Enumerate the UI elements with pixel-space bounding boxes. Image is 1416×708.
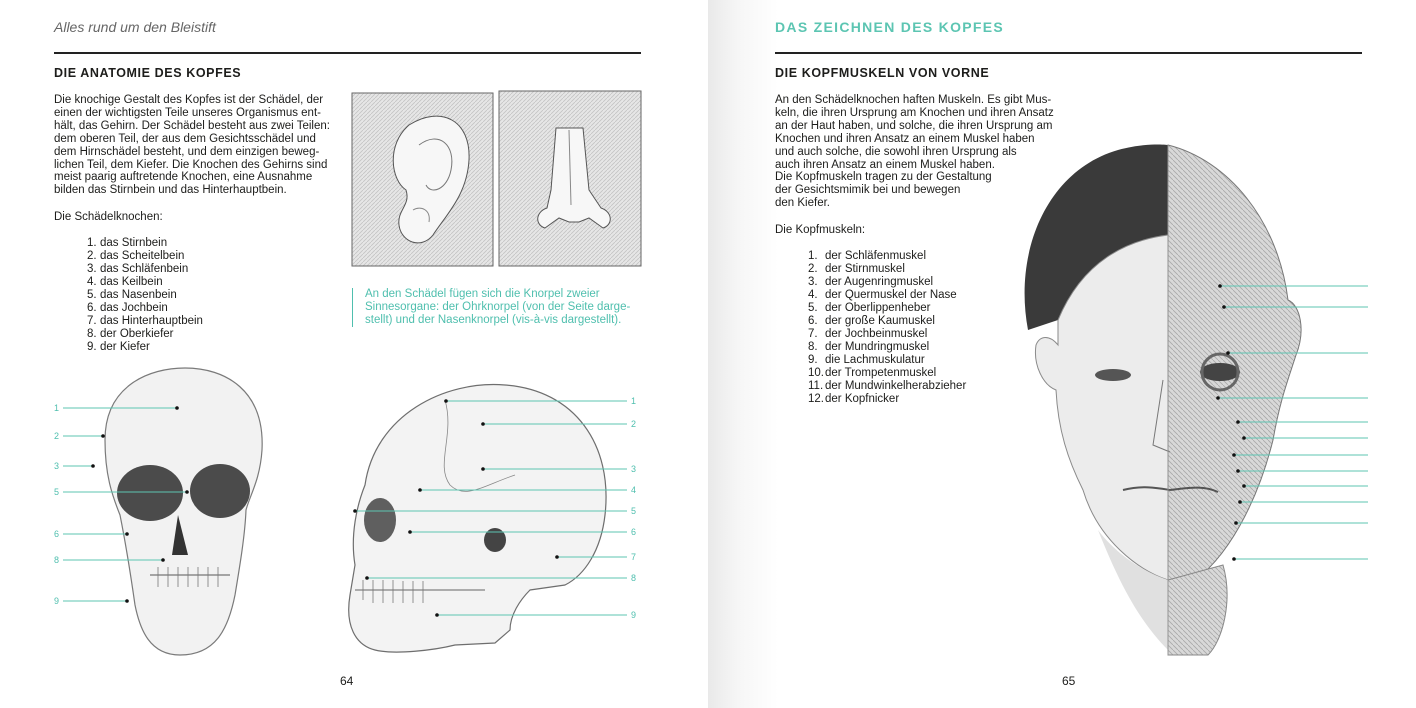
leader-dot [481,467,485,471]
leader-label: 4 [631,485,637,495]
leader-label: 2 [631,419,637,429]
leader-dot [1232,557,1236,561]
list-item: 8. der Oberkiefer [87,328,174,340]
leader-dot [408,530,412,534]
face-drawing [1025,144,1301,655]
leader-dot [418,488,422,492]
leader-dot [353,509,357,513]
leader-dot [555,555,559,559]
header-rule-right [775,52,1362,54]
list-item: 3. das Schläfenbein [87,263,189,275]
leader-dot [1236,469,1240,473]
list-item: 9. die Lachmuskulatur [808,354,925,366]
paragraph-line: den Kiefer. [775,197,830,210]
leader-dot [435,613,439,617]
leader-dot [125,532,129,536]
paragraph-line: An den Schädelknochen haften Muskeln. Es gibt Mus- [775,94,1052,106]
caption-line: An den Schädel fügen sich die Knorpel zweier [365,288,600,300]
running-title-left: Alles rund um den Bleistift [54,19,216,35]
list-item: 5. der Oberlippenheber [808,302,931,314]
leader-dot [1242,484,1246,488]
paragraph-line: hält, das Gehirn. Der Schädel besteht aus zwei Teilen: [54,119,330,132]
leader-dot [161,558,165,562]
leader-dot [125,599,129,603]
paragraph-line: meist paarig auftretende Knochen, eine Ausnahme [54,171,313,184]
leader-dot [175,406,179,410]
caption-line: Sinnesorgane: der Ohrknorpel (von der Seite darge- [365,301,631,313]
list-item: 1. das Stirnbein [87,237,168,249]
leader-label: 3 [54,461,60,471]
list-item: 2. das Scheitelbein [87,250,185,262]
intro-paragraph-left [54,94,344,197]
side-skull-diagram [335,375,645,665]
bones-list-title: Die Schädelknochen: [54,211,163,223]
list-item: 7. der Jochbeinmuskel [808,328,928,340]
leader-dot [101,434,105,438]
paragraph-line: und auch solche, die sowohl ihren Ursprung als [775,145,1017,158]
cartilage-illustrations [351,90,643,268]
leader-dot [1238,500,1242,504]
list-item: 5. das Nasenbein [87,289,177,301]
list-item: 1. der Schläfenmuskel [808,250,926,262]
nose-cartilage-image [499,91,641,266]
leader-label: 3 [631,464,637,474]
face-muscles-diagram [988,140,1368,660]
list-item: 10.der Trompetenmuskel [808,367,937,379]
paragraph-line: bilden das Stirnbein und das Hinterhauptbein. [54,184,287,197]
leader-dot [1242,436,1246,440]
leader-label: 1 [631,396,637,406]
paragraph-line: Die Kopfmuskeln tragen zu der Gestaltung [775,171,992,184]
muscles-list-title: Die Kopfmuskeln: [775,224,866,236]
list-item: 3. der Augenringmuskel [808,276,934,288]
leader-dot [481,422,485,426]
leader-dot [1222,305,1226,309]
front-skull-drawing [105,368,262,655]
list-item: 9. der Kiefer [87,341,150,353]
list-item: 8. der Mundringmuskel [808,341,930,353]
leader-dot [1226,351,1230,355]
leader-dot [1216,396,1220,400]
paragraph-line: dem Hirnschädel besteht, und dem einzigen beweg- [54,145,320,158]
ear-cartilage-image [352,93,493,266]
leader-dot [1234,521,1238,525]
list-item: 4. das Keilbein [87,276,163,288]
running-title-right: DAS ZEICHNEN DES KOPFES [775,19,1005,35]
paragraph-line: der Gesichtsmimik bei und bewegen [775,184,961,197]
leader-label: 7 [631,552,637,562]
page-number-left: 64 [340,674,354,688]
side-skull-drawing [349,385,606,653]
section-heading-right: DIE KOPFMUSKELN VON VORNE [775,66,990,80]
list-item: 11. der Mundwinkelherabzieher [808,380,967,392]
leader-label: 2 [54,431,60,441]
paragraph-line: einen der wichtigsten Teile unseres Organismus ent- [54,106,321,119]
leader-dot [444,399,448,403]
leader-dot [185,490,189,494]
paragraph-line: auch ihren Ansatz an einem Muskel haben. [775,158,995,171]
leader-dot [91,464,95,468]
leader-label: 1 [54,403,60,413]
bones-list [87,237,203,354]
caption-line: stellt) und der Nasenknorpel (vis-à-vis dargestellt). [365,314,622,326]
paragraph-line: an der Haut haben, und solche, die ihren Ursprung am [775,119,1053,132]
leader-label: 9 [631,610,637,620]
list-item: 4. der Quermuskel der Nase [808,289,957,301]
right-page [708,0,1416,708]
paragraph-line: keln, die ihren Ursprung am Knochen und ihren Ansatz [775,106,1054,119]
page-number-right: 65 [1062,674,1076,688]
list-item: 2. der Stirnmuskel [808,263,905,275]
leader-label: 6 [54,529,60,539]
paragraph-line: dem oberen Teil, der aus dem Gesichtsschädel und [54,132,316,145]
list-item: 12.der Kopfnicker [808,393,900,405]
leader-dot [1218,284,1222,288]
front-skull-diagram [50,365,280,665]
leader-label: 8 [54,555,60,565]
leader-dot [365,576,369,580]
muscles-list [808,250,966,406]
list-item: 6. das Jochbein [87,302,168,314]
leader-label: 6 [631,527,637,537]
leader-dot [1236,420,1240,424]
paragraph-line: Die knochige Gestalt des Kopfes ist der Schädel, der [54,94,324,106]
header-rule-left [54,52,641,54]
paragraph-line: Knochen und ihren Ansatz an einem Muskel haben [775,132,1035,145]
cartilage-caption [352,288,645,327]
list-item: 7. das Hinterhauptbein [87,315,203,327]
leader-label: 9 [54,596,60,606]
list-item: 6. der große Kaumuskel [808,315,935,327]
leader-dot [1232,453,1236,457]
leader-label: 5 [54,487,60,497]
leader-label: 8 [631,573,637,583]
leader-label: 5 [631,506,637,516]
section-heading-left: DIE ANATOMIE DES KOPFES [54,66,242,80]
paragraph-line: lichen Teil, dem Kiefer. Die Knochen des Gehirns sind [54,158,328,171]
